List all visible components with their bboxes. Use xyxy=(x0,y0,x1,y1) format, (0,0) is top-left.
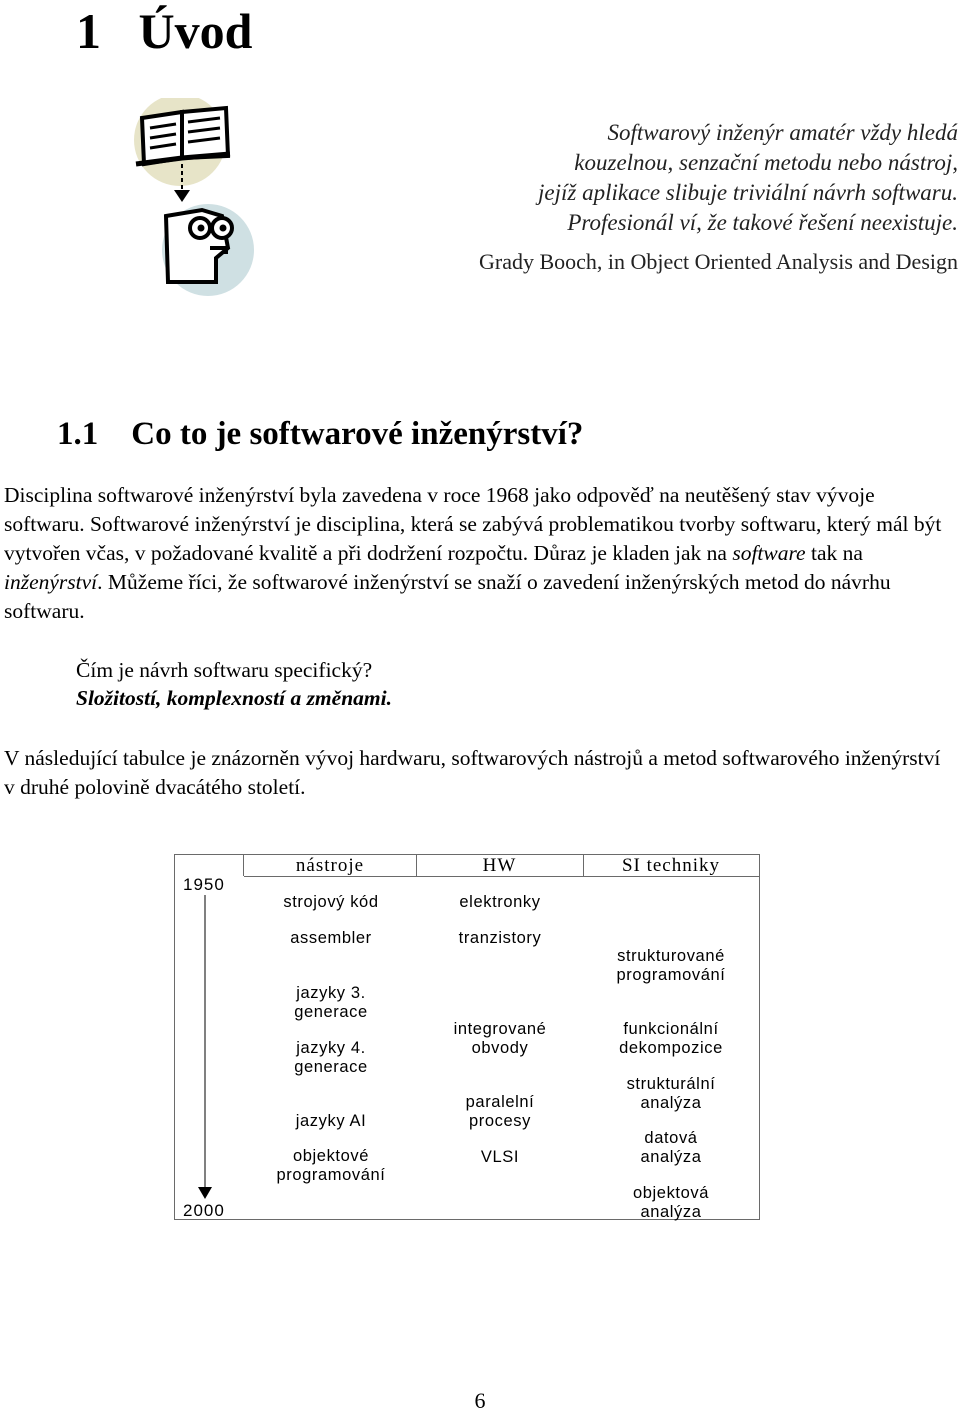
tools-cell: jazyky 4. generace xyxy=(294,1039,368,1076)
chapter-title-text: Úvod xyxy=(138,3,253,59)
epigraph-line: kouzelnou, senzační metodu nebo nástroj, xyxy=(574,150,958,175)
hw-cell: VLSI xyxy=(480,1148,520,1166)
section-heading xyxy=(57,416,583,453)
epigraph-line: Profesionál ví, že takové řešení neexistuje. xyxy=(567,210,958,235)
page-number: 6 xyxy=(474,1388,486,1413)
si-cell: objektová analýza xyxy=(632,1184,710,1221)
emphasis-software: software xyxy=(732,541,806,565)
si-cell: strukturované programování xyxy=(616,947,726,984)
tools-cell: jazyky 3. generace xyxy=(294,984,368,1021)
si-cell: strukturální analýza xyxy=(626,1075,716,1112)
tools-cell: strojový kód xyxy=(283,893,379,911)
hw-cell: elektronky xyxy=(459,893,541,911)
section-number: 1.1 xyxy=(57,416,99,452)
epigraph-line: Softwarový inženýr amatér vždy hledá xyxy=(607,120,958,145)
chapter-number: 1 xyxy=(76,3,101,59)
tools-cell: jazyky AI xyxy=(295,1112,367,1130)
si-cell: funkcionální dekompozice xyxy=(619,1020,723,1057)
hw-cell: integrované obvody xyxy=(453,1020,547,1057)
intro-paragraph xyxy=(4,481,956,626)
year-end: 2000 xyxy=(183,1201,225,1220)
table-intro-paragraph: V následující tabulce je znázorněn vývoj hardwaru, softwarových nástrojů a metod softwarového inženýrství v druhé polovině dvacátého století. xyxy=(4,746,941,799)
year-start: 1950 xyxy=(183,875,225,894)
question-text: Čím je návrh softwaru specifický? xyxy=(76,658,373,682)
para-text: . Můžeme říci, že softwarové inženýrství se snaží o zavedení inženýrských metod do návrhu softwaru. xyxy=(4,570,891,623)
tools-cell: assembler xyxy=(290,929,372,947)
book-head-clipart-icon xyxy=(130,98,260,298)
evolution-table xyxy=(174,854,760,1220)
header-tools: nástroje xyxy=(244,855,417,877)
answer-text: Složitostí, komplexností a změnami. xyxy=(76,686,392,710)
chapter-title xyxy=(76,2,252,60)
hw-cell: paralelní procesy xyxy=(465,1093,535,1130)
emphasis-engineering: inženýrství xyxy=(4,570,98,594)
tools-cell: objektové programování xyxy=(276,1147,386,1184)
timeline-arrow-icon xyxy=(197,895,213,1201)
section-title: Co to je softwarové inženýrství? xyxy=(131,416,584,452)
si-cell: datová analýza xyxy=(640,1129,702,1166)
para-text: tak na xyxy=(805,541,863,565)
para-text: Disciplina softwarové inženýrství byla zavedena v roce 1968 jako odpověď na neutěšený stav vývoje softwaru. Softwarové inženýrství je disciplina, která se zabývá problematikou tvorby softwaru, který mál být vytvořen včas, v požadované kvalitě a při dodržení rozpočtu. Důraz je kladen jak na xyxy=(4,483,942,565)
header-si: SI techniky xyxy=(583,855,759,877)
header-hw: HW xyxy=(416,855,584,877)
header-divider xyxy=(243,855,244,876)
epigraph-attribution: Grady Booch, in Object Oriented Analysis and Design xyxy=(478,249,958,274)
epigraph-line: jejíž aplikace slibuje triviální návrh softwaru. xyxy=(538,180,958,205)
hw-cell: tranzistory xyxy=(458,929,542,947)
